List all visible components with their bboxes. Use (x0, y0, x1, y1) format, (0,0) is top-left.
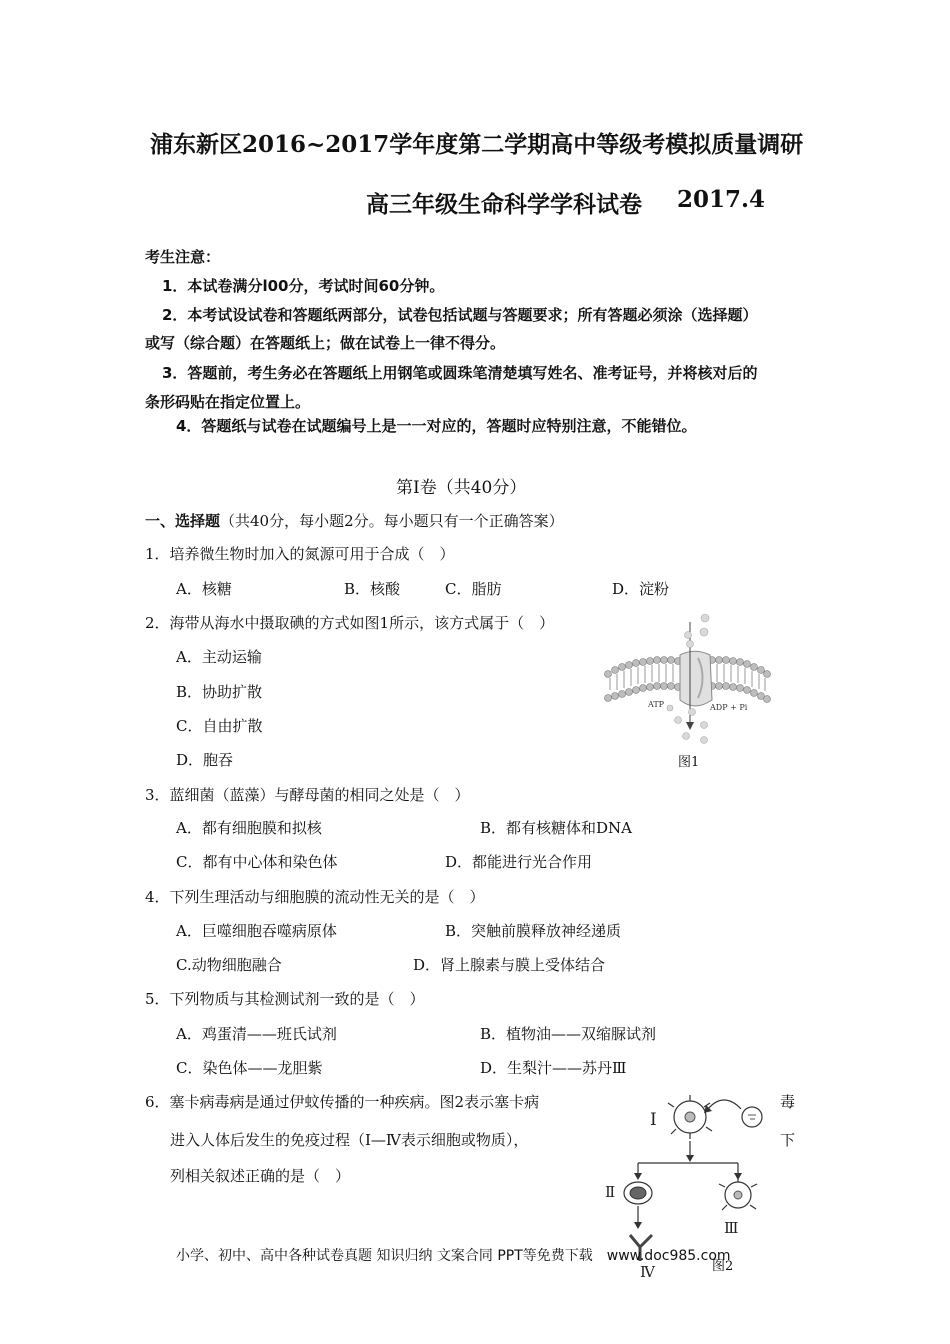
notice-item-1: 1．本试卷满分l00分，考试时间60分钟。 (162, 277, 445, 295)
notice-heading: 考生注意： (145, 248, 221, 266)
notice-item-4: 4．答题纸与试卷在试题编号上是一一对应的，答题时应特别注意，不能错位。 (176, 417, 697, 435)
q3-option-d: D．都能进行光合作用 (445, 853, 593, 871)
q3-stem: 3．蓝细菌（蓝藻）与酵母菌的相同之处是（ ） (145, 786, 470, 804)
q1-option-d: D．淀粉 (612, 580, 670, 598)
figure2-label-4: Ⅳ (640, 1263, 655, 1281)
notice-item-2a: 2．本考试设试卷和答题纸两部分，试卷包括试题与答题要求；所有答题必须涂（选择题） (162, 306, 758, 324)
transport-arrowhead (686, 722, 694, 730)
arrowhead-main (686, 1155, 694, 1162)
figure2-label-1: Ⅰ (650, 1110, 657, 1130)
section-heading (145, 510, 564, 531)
q4-option-b: B．突触前膜释放神经递质 (445, 922, 622, 940)
q1-option-b: B．核酸 (344, 580, 401, 598)
notice-item-3a: 3．答题前，考生务必在答题纸上用钢笔或圆珠笔清楚填写姓名、准考证号，并将核对后的 (162, 364, 758, 382)
section-heading-label: 一、选择题 (145, 512, 221, 530)
figure2-caption: 图2 (712, 1259, 734, 1274)
q5-option-b: B．植物油——双缩脲试剂 (480, 1025, 657, 1043)
q2-option-a: A．主动运输 (176, 648, 262, 666)
figure1-membrane-diagram (600, 610, 775, 750)
virus-to-cell-arrow (708, 1100, 741, 1109)
carrier-protein (680, 651, 712, 706)
q5-option-c: C．染色体——龙胆紫 (176, 1059, 323, 1077)
title-line2: 高三年级生命科学学科试卷 (366, 191, 642, 218)
q3-option-b: B．都有核糖体和DNA (480, 819, 633, 837)
q1-option-a: A．核糖 (176, 580, 232, 598)
arrowhead-antibody (634, 1222, 642, 1229)
cell-3-icon (719, 1177, 757, 1210)
q3-option-a: A．都有细胞膜和拟核 (176, 819, 322, 837)
q3-option-c: C．都有中心体和染色体 (176, 853, 338, 871)
q4-option-c: C.动物细胞融合 (176, 956, 282, 974)
notice-item-3b: 条形码贴在指定位置上。 (145, 393, 311, 411)
title-date: 2017.4 (677, 186, 766, 213)
q2-stem: 2．海带从海水中摄取碘的方式如图1所示，该方式属于（ ） (145, 614, 555, 632)
q1-option-c: C．脂肪 (445, 580, 502, 598)
cell-1-icon (668, 1095, 712, 1139)
q2-option-c: C．自由扩散 (176, 717, 263, 735)
q6-stem-line1: 6．塞卡病毒病是通过伊蚊传播的一种疾病。图2表示塞卡病 (145, 1093, 540, 1111)
figure2-label-3: Ⅲ (724, 1219, 739, 1237)
q6-stem-line2: 进入人体后发生的免疫过程（Ⅰ—Ⅳ表示细胞或物质）， (170, 1131, 529, 1149)
q5-option-a: A．鸡蛋清——班氏试剂 (176, 1025, 337, 1043)
cell-2-icon (624, 1182, 652, 1204)
q4-stem: 4．下列生理活动与细胞膜的流动性无关的是（ ） (145, 888, 485, 906)
q5-option-d: D．生梨汁——苏丹Ⅲ (480, 1059, 627, 1077)
q4-option-a: A．巨噬细胞吞噬病原体 (176, 922, 337, 940)
virus-icon (742, 1107, 762, 1127)
notice-item-2b: 或写（综合题）在答题纸上；做在试卷上一律不得分。 (145, 334, 506, 352)
arrowhead-left (634, 1173, 642, 1180)
figure1-caption: 图1 (678, 755, 700, 770)
q1-stem: 1．培养微生物时加入的氮源可用于合成（ ） (145, 545, 455, 563)
figure1-atp-label: ATP (648, 700, 665, 709)
q6-stem-line3: 列相关叙述正确的是（ ） (170, 1167, 351, 1185)
q6-stem-line1-end: 毒 (780, 1093, 796, 1111)
q4-option-d: D．肾上腺素与膜上受体结合 (413, 956, 606, 974)
figure1-adp-label: ADP + Pi (710, 703, 748, 712)
part-title: 第Ⅰ卷（共40分） (396, 478, 527, 498)
title-line1: 浦东新区2016~2017学年度第二学期高中等级考模拟质量调研 (150, 131, 804, 158)
q2-option-d: D．胞吞 (176, 751, 234, 769)
q5-stem: 5．下列物质与其检测试剂一致的是（ ） (145, 990, 425, 1008)
q2-option-b: B．协助扩散 (176, 683, 263, 701)
footer-text: 小学、初中、高中各种试卷真题 知识归纳 文案合同 PPT等免费下载 www.doc985.com (176, 1248, 731, 1264)
q6-stem-line2-end: 下 (780, 1131, 796, 1149)
figure2-label-2: Ⅱ (605, 1183, 616, 1201)
section-heading-desc: （共40分，每小题2分。每小题只有一个正确答案） (220, 512, 564, 530)
